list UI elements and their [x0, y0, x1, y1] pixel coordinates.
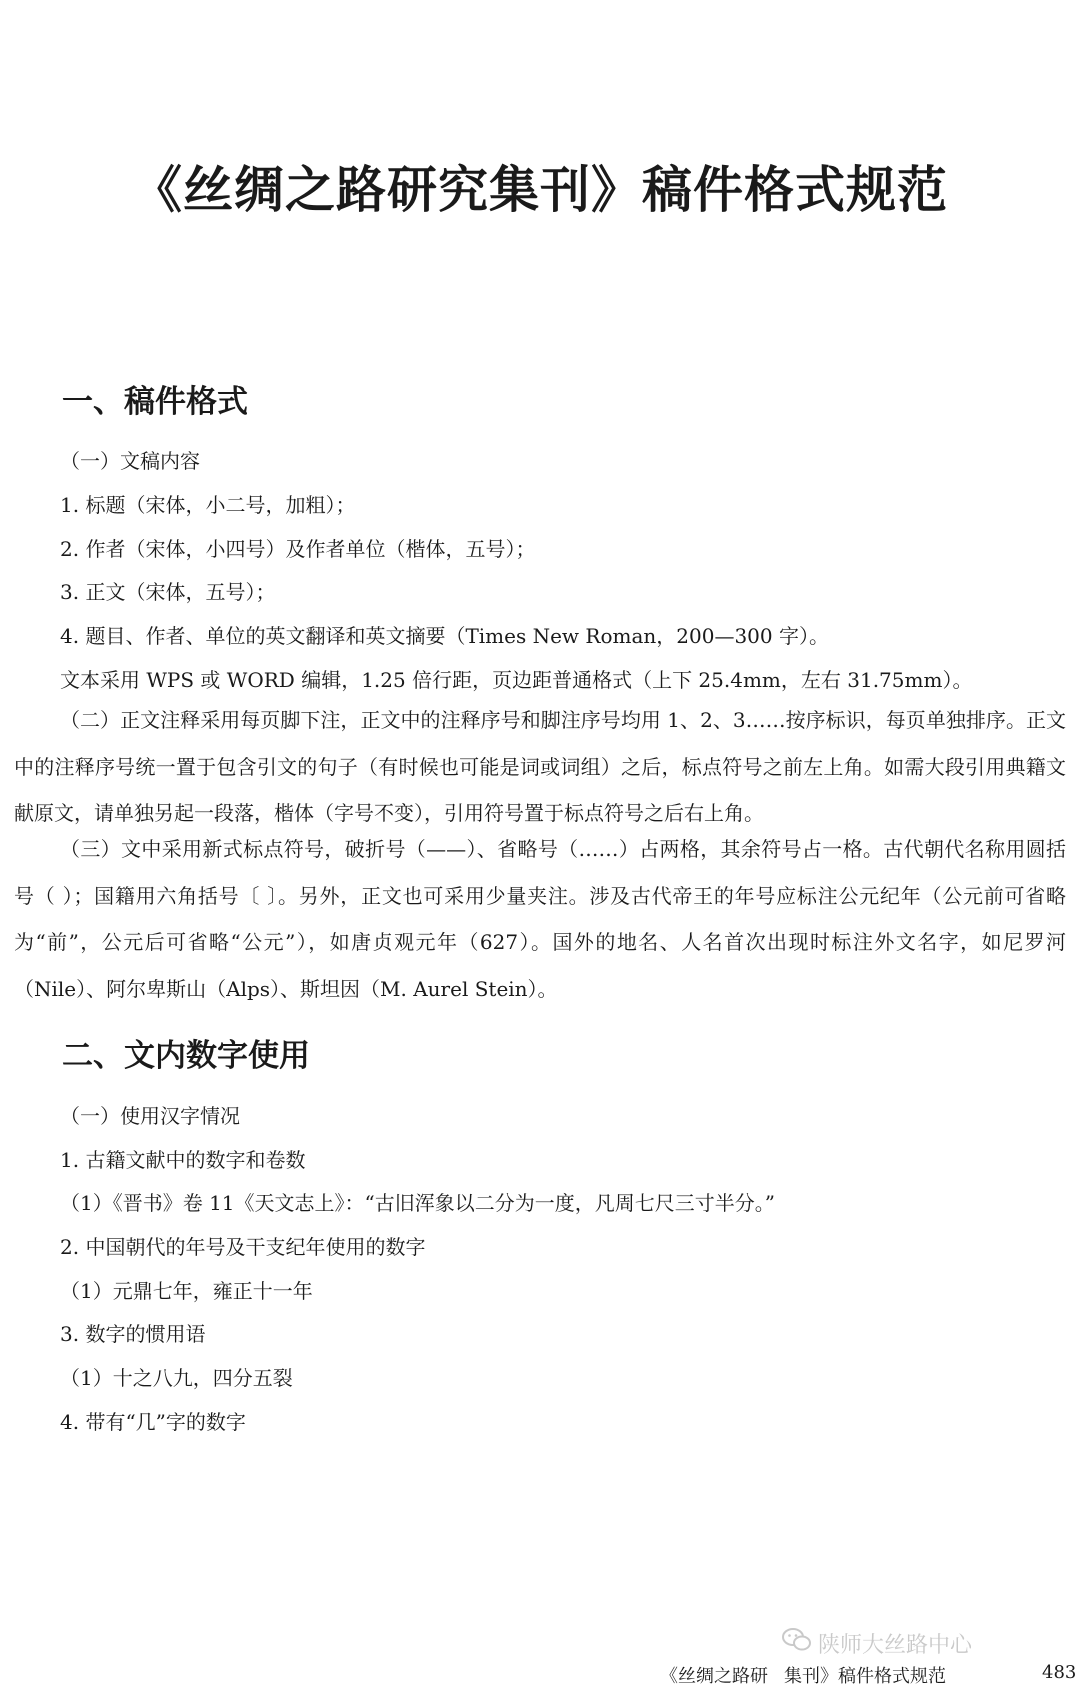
section-1-line-6: 文本采用 WPS 或 WORD 编辑，1.25 倍行距，页边距普通格式（上下 25.4mm，左右 31.75mm）。 [60, 668, 973, 692]
running-title-part-1: 《丝绸之路研 [660, 1666, 768, 1687]
section-heading-1: 一、稿件格式 [62, 384, 248, 420]
running-title [660, 1662, 946, 1688]
section-1-line-5: 4. 题目、作者、单位的英文翻译和英文摘要（Times New Roman，200—300 字）。 [60, 624, 829, 648]
section-2-line-3: （1）《晋书》卷 11《天文志上》：“古旧浑象以二分为一度，凡周七尺三寸半分。” [60, 1191, 775, 1215]
paragraph-punctuation: （三）文中采用新式标点符号，破折号（——）、省略号（……）占两格，其余符号占一格。古代朝代名称用圆括号（ ）；国籍用六角括号〔 〕。另外，正文也可采用少量夹注。涉及古代帝王的年号应标注公元纪年（公元前可省略为“前”，公元后可省略“公元”），如唐贞观元年（627）。国外的地名、人名首次出现时标注外文名字，如尼罗河（Nile）、阿尔卑斯山（Alps）、斯坦因（M. Aurel Stein）。 [14, 837, 1066, 1001]
running-title-part-2: 集刊》稿件格式规范 [784, 1666, 946, 1687]
wechat-icon [782, 1627, 812, 1653]
section-2-line-4: 2. 中国朝代的年号及干支纪年使用的数字 [60, 1235, 426, 1259]
section-2-line-1: （一）使用汉字情况 [60, 1104, 240, 1128]
section-2-line-8: 4. 带有“几”字的数字 [60, 1410, 246, 1434]
section-2-line-6: 3. 数字的惯用语 [60, 1322, 206, 1346]
section-1-line-1: （一）文稿内容 [60, 449, 200, 473]
watermark-text: 陕师大丝路中心 [818, 1633, 973, 1658]
page-number: 483 [1042, 1662, 1077, 1683]
paragraph-footnotes: （二）正文注释采用每页脚下注，正文中的注释序号和脚注序号均用 1、2、3……按序标识，每页单独排序。正文中的注释序号统一置于包含引文的句子（有时候也可能是词或词组）之后，标点符号之前左上角。如需大段引用典籍文献原文，请单独另起一段落，楷体（字号不变），引用符号置于标点符号之后右上角。 [14, 708, 1066, 825]
section-1-line-2: 1. 标题（宋体，小二号，加粗）； [60, 493, 356, 517]
section-2-line-2: 1. 古籍文献中的数字和卷数 [60, 1148, 306, 1172]
section-1-line-3: 2. 作者（宋体，小四号）及作者单位（楷体，五号）； [60, 537, 536, 561]
page-title: 《丝绸之路研究集刊》稿件格式规范 [132, 161, 948, 219]
section-heading-2: 二、文内数字使用 [62, 1038, 310, 1074]
section-2-line-7: （1）十之八九，四分五裂 [60, 1366, 293, 1390]
section-1-line-4: 3. 正文（宋体，五号）； [60, 580, 276, 604]
section-2-line-5: （1）元鼎七年，雍正十一年 [60, 1279, 313, 1303]
